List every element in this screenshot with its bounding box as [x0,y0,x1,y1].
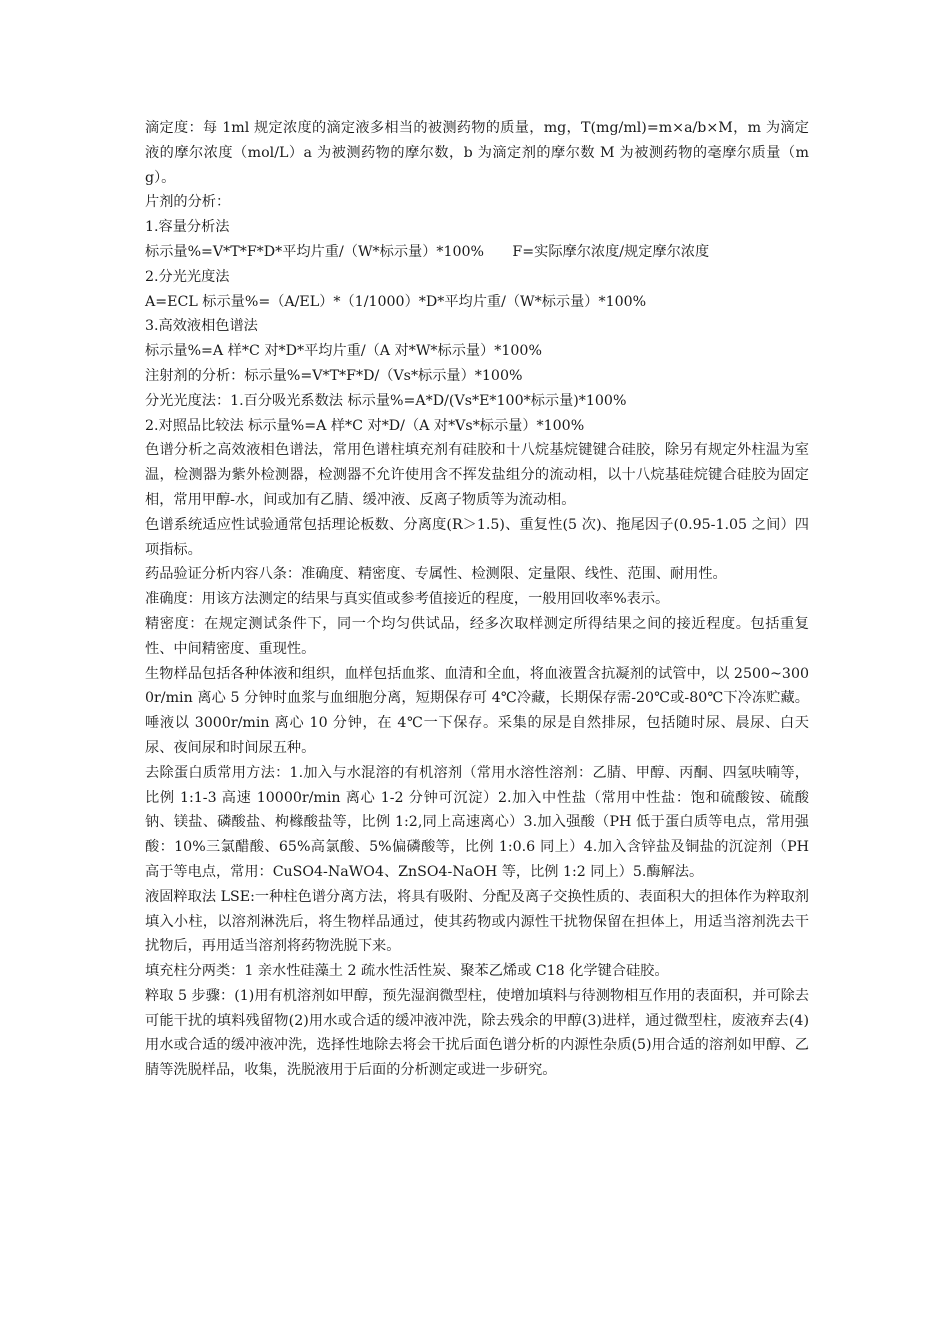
paragraph-absorbance-coefficient: 分光光度法：1.百分吸光系数法 标示量%=A*D/(Vs*E*100*标示量)*100% [145,392,627,409]
paragraph-injection-analysis: 注射剂的分析：标示量%=V*T*F*D/（Vs*标示量）*100% [145,367,523,384]
document-body [145,116,809,1083]
paragraph-system-suitability: 色谱系统适应性试验通常包括理论板数、分离度(R＞1.5)、重复性(5 次)、拖尾因子(0.95-1.05 之间）四项指标。 [145,516,809,558]
paragraph-volumetric-method: 1.容量分析法 [145,219,230,236]
paragraph-hplc-formula: 标示量%=A 样*C 对*D*平均片重/（A 对*W*标示量）*100% [145,343,542,360]
paragraph-protein-removal: 去除蛋白质常用方法：1.加入与水混溶的有机溶剂（常用水溶性溶剂：乙腈、甲醇、丙酮、四氢呋喃等，比例 1:1-3 高速 10000r/min 离心 1-2 分钟可沉淀）2.加入中性盐（常用中性盐：饱和硫酸铵、硫酸钠、镁盐、磷酸盐、枸橼酸盐等，比例 1:2,同上高速离心）3.加入强酸（PH 低于蛋白质等电点，常用强酸：10%三氯醋酸、65%高氯酸、5%偏磷酸等，比例 1:0.6 同上）4.加入含锌盐及铜盐的沉淀剂（PH 高于等电点，常用：CuSO4-NaWO4、ZnSO4-NaOH 等，比例 1:2 同上）5.酶解法。 [145,764,809,880]
paragraph-reference-comparison: 2.对照品比较法 标示量%=A 样*C 对*D/（A 对*Vs*标示量）*100% [145,417,585,434]
paragraph-accuracy: 准确度：用该方法测定的结果与真实值或参考值接近的程度，一般用回收率%表示。 [145,591,670,608]
paragraph-spectrophotometry-formula: A=ECL 标示量%=（A/EL）*（1/1000）*D*平均片重/（W*标示量）*100% [145,293,647,310]
paragraph-volumetric-formula: 标示量%=V*T*F*D*平均片重/（W*标示量）*100% F=实际摩尔浓度/规定摩尔浓度 [145,243,710,260]
paragraph-extraction-steps: 粹取 5 步骤：(1)用有机溶剂如甲醇，预先湿润微型柱，使增加填料与待测物相互作用的表面积，并可除去可能干扰的填料残留物(2)用水或合适的缓冲液冲洗，除去残余的甲醇(3)进样，通过微型柱，废液弃去(4)用水或合适的缓冲液冲洗，选择性地除去将会干扰后面色谱分析的内源性杂质(5)用合适的溶剂如甲醇、乙腈等洗脱样品，收集，洗脱液用于后面的分析测定或进一步研究。 [145,987,809,1079]
paragraph-hplc: 3.高效液相色谱法 [145,318,258,335]
paragraph-chromatography-hplc: 色谱分析之高效液相色谱法，常用色谱柱填充剂有硅胶和十八烷基烷键键合硅胶，除另有规定外柱温为室温，检测器为紫外检测器，检测器不允许使用含不挥发盐组分的流动相，以十八烷基硅烷键合硅胶为固定相，常用甲醇-水，间或加有乙腈、缓冲液、反离子物质等为流动相。 [145,442,809,508]
paragraph-biological-samples: 生物样品包括各种体液和组织，血样包括血浆、血清和全血，将血液置含抗凝剂的试管中，以 2500~3000r/min 离心 5 分钟时血浆与血细胞分离，短期保存可 4℃冷藏，长期保存需-20℃或-80℃下冷冻贮藏。唾液以 3000r/min 离心 10 分钟，在 4℃一下保存。采集的尿是自然排尿，包括随时尿、晨尿、白天尿、夜间尿和时间尿五种。 [145,665,809,756]
paragraph-packed-columns: 填充柱分两类：1 亲水性硅藻土 2 疏水性活性炭、聚苯乙烯或 C18 化学键合硅胶。 [145,963,669,980]
paragraph-tablet-analysis-heading: 片剂的分析： [145,194,231,211]
paragraph-titration-degree: 滴定度：每 1ml 规定浓度的滴定液多相当的被测药物的质量，mg，T(mg/ml)=m×a/b×M，m 为滴定液的摩尔浓度（mol/L）a 为被测药物的摩尔数，b 为滴定剂的摩尔数 M 为被测药物的毫摩尔质量（mg）。 [145,120,809,186]
paragraph-precision: 精密度：在规定测试条件下，同一个均匀供试品，经多次取样测定所得结果之间的接近程度。包括重复性、中间精密度、重现性。 [145,615,809,657]
paragraph-spectrophotometry: 2.分光光度法 [145,268,230,285]
paragraph-validation-items: 药品验证分析内容八条：准确度、精密度、专属性、检测限、定量限、线性、范围、耐用性。 [145,566,727,583]
paragraph-lse: 液固粹取法 LSE:一种柱色谱分离方法，将具有吸附、分配及离子交换性质的、表面积大的担体作为粹取剂填入小柱，以溶剂淋洗后，将生物样品通过，使其药物或内源性干扰物保留在担体上，用适当溶剂洗去干扰物后，再用适当溶剂将药物洗脱下来。 [145,888,809,955]
